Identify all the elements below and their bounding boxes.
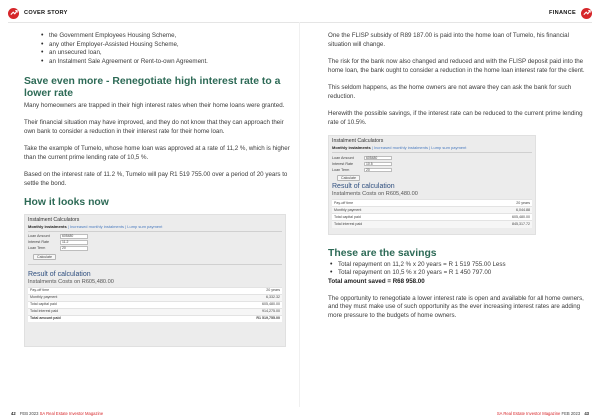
field-loan-term: Loan Term 20 xyxy=(25,246,285,252)
field-loan-term: Loan Term 20 xyxy=(329,167,535,173)
results-table xyxy=(332,199,532,228)
page-number: 43 xyxy=(584,411,589,416)
section-label-finance: FINANCE xyxy=(549,10,576,16)
section-label-cover-story: COVER STORY xyxy=(24,10,68,16)
footer-date: FEB 2023 xyxy=(19,411,39,416)
total-amount-saved: Total amount saved = R68 958.00 xyxy=(328,277,425,285)
list-item: • the Government Employees Housing Scheme, xyxy=(41,32,290,41)
left-column xyxy=(24,32,290,347)
calculate-button: Calculate xyxy=(33,254,56,260)
table-row: Monthly payment 6,332.32 xyxy=(30,295,280,300)
header-left xyxy=(8,6,68,20)
savings-bullet-list xyxy=(330,261,590,278)
paragraph: Herewith the possible savings, if the interest rate can be reduced to the current prime lending rate of 10.5%. xyxy=(328,110,583,126)
paragraph: The opportunity to renegotiate a lower interest rate is open and available for all home owners, and they must make use of such opportunity as the ever increasing interest rates are adding more pressure to the budgets of home owners. xyxy=(328,294,584,320)
list-item: • an unsecured loan, xyxy=(41,49,290,58)
page-spine xyxy=(299,22,300,407)
calculator-title: Instalment Calculators xyxy=(332,138,384,144)
divider xyxy=(28,264,282,265)
footer-left xyxy=(8,411,103,416)
table-row: Pay-off time 20 years xyxy=(30,288,280,293)
section-heading-how-it-looks: How it looks now xyxy=(24,197,109,209)
paragraph: This seldom happens, as the home owners are not aware they can ask the bank for such reduction. xyxy=(328,84,572,100)
table-row: Total interest paid 845,317.72 xyxy=(334,221,530,226)
paragraph: Based on the interest rate of 11.2 %, Tumelo will pay R1 519 755.00 over a period of 20 years to settle the bond. xyxy=(24,171,288,187)
divider xyxy=(28,231,282,232)
tab-monthly-instalments: Monthly instalments xyxy=(28,223,67,229)
paragraph: Take the example of Tumelo, whose home loan was approved at a rate of 11,2 %, which is higher than the current prime lending rate of 10,5 %. xyxy=(24,145,290,161)
list-item: • Total repayment on 11,2 % x 20 years = R 1 519 755.00 Less xyxy=(330,261,590,270)
table-row: Total interest paid 914,275.00 xyxy=(30,309,280,314)
table-row: Monthly payment 6,044.88 xyxy=(334,207,530,212)
calculate-button: Calculate xyxy=(337,175,360,181)
footer-right xyxy=(497,411,592,416)
footer-date: FEB 2023 xyxy=(561,411,581,416)
divider xyxy=(332,152,532,153)
paragraph: The risk for the bank now also changed and reduced and with the FLISP deposit paid into the home loan, the bank ought to consider a reduction in the home loan interest rate for the client. xyxy=(328,58,585,74)
results-table xyxy=(28,287,282,323)
field-interest-rate: Interest Rate 10.5 xyxy=(329,161,535,167)
footer-magazine: SA Real Estate Investor Magazine xyxy=(496,411,561,416)
footer-magazine: SA Real Estate Investor Magazine xyxy=(39,411,104,416)
calculator-title: Instalment Calculators xyxy=(28,216,80,223)
scheme-bullet-list xyxy=(41,32,290,67)
section-heading-renegotiate: Save even more - Renegotiate high interest rate to a lower rate xyxy=(24,75,281,100)
calculator-tabs xyxy=(329,145,535,150)
result-title: Result of calculation xyxy=(28,270,91,278)
calculator-tabs xyxy=(25,224,285,229)
paragraph: One the FLISP subsidy of R89 187.00 is paid into the home loan of Tumelo, his financial situation will change. xyxy=(328,32,570,48)
result-title: Result of calculation xyxy=(332,183,395,190)
header-divider xyxy=(8,22,592,23)
list-item: • an Instalment Sale Agreement or Rent-to-own Agreement. xyxy=(41,58,290,67)
paragraph: Their financial situation may have improved, and they do not know that they can approach their own bank to consider a reduction in their interest rate for their home loan. xyxy=(24,119,284,135)
table-row: Pay-off time 20 years xyxy=(334,200,530,205)
field-loan-amount: Loan Amount 605480 xyxy=(329,155,535,161)
costs-heading: Instalments Costs on R605,480.00 xyxy=(332,191,418,197)
trend-arrow-icon xyxy=(581,8,592,19)
field-interest-rate: Interest Rate 11.2 xyxy=(25,240,285,246)
table-row: Total capital paid 605,480.00 xyxy=(30,302,280,307)
calculator-screenshot-reduced xyxy=(328,135,536,235)
list-item: • Total repayment on 10,5 % x 20 years = R 1 450 797.00 xyxy=(330,269,590,278)
header-right xyxy=(549,6,592,20)
section-heading-savings: These are the savings xyxy=(328,248,437,259)
table-row: Total amount paid R1 519,755.00 xyxy=(30,316,280,321)
calculator-screenshot-current xyxy=(24,214,286,347)
tab-other-links: | Increased monthly instalments | Lump sum payment xyxy=(371,145,467,150)
costs-heading: Instalments Costs on R605,480.00 xyxy=(28,278,114,285)
list-item: • any other Employer-Assisted Housing Scheme, xyxy=(41,41,290,50)
table-row: Total capital paid 605,480.00 xyxy=(334,214,530,219)
tab-other-links: | Increased monthly instalments | Lump sum payment xyxy=(67,223,163,229)
trend-arrow-icon xyxy=(8,8,19,19)
tab-monthly-instalments: Monthly instalments xyxy=(332,145,371,150)
right-column xyxy=(328,32,590,329)
page-number: 42 xyxy=(11,411,16,416)
paragraph: Many homeowners are trapped in their high interest rates when their home loans were granted. xyxy=(24,101,285,109)
field-loan-amount: Loan Amount 605480 xyxy=(25,234,285,240)
